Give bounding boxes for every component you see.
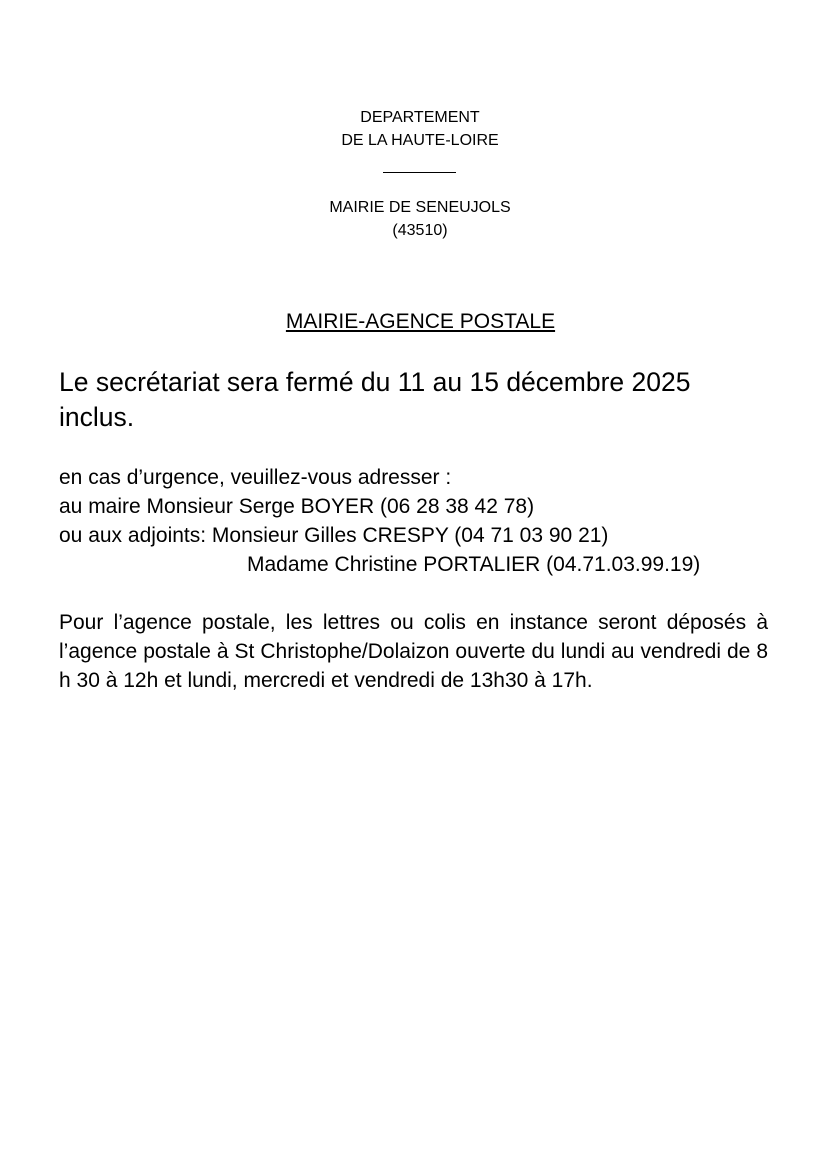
postal-notice: Pour l’agence postale, les lettres ou colis en instance seront déposés à l’agence postale à St Christophe/Dolaizon ouverte du lundi au vendredi de 8 h 30 à 12h et lundi, mercredi et vendredi de 13h30 à 17h. <box>59 611 768 692</box>
emergency-contacts <box>59 463 799 579</box>
contact-mayor: au maire Monsieur Serge BOYER (06 28 38 42 78) <box>59 495 535 518</box>
mairie-postcode: (43510) <box>392 222 448 239</box>
page-title: MAIRIE-AGENCE POSTALE <box>285 310 556 333</box>
contacts-intro: en cas d’urgence, veuillez-vous adresser : <box>59 466 452 489</box>
department-line-1: DEPARTEMENT <box>360 109 480 126</box>
mairie-name: MAIRIE DE SENEUJOLS <box>329 199 511 216</box>
closure-notice: Le secrétariat sera fermé du 11 au 15 décembre 2025 inclus. <box>59 367 691 432</box>
header-divider <box>383 172 456 173</box>
contact-deputy-1: ou aux adjoints: Monsieur Gilles CRESPY (04 71 03 90 21) <box>59 524 609 547</box>
department-line-2: DE LA HAUTE-LOIRE <box>341 132 499 149</box>
contact-deputy-2: Madame Christine PORTALIER (04.71.03.99.19) <box>247 553 701 576</box>
mairie-header <box>0 196 827 242</box>
department-header <box>0 106 827 152</box>
